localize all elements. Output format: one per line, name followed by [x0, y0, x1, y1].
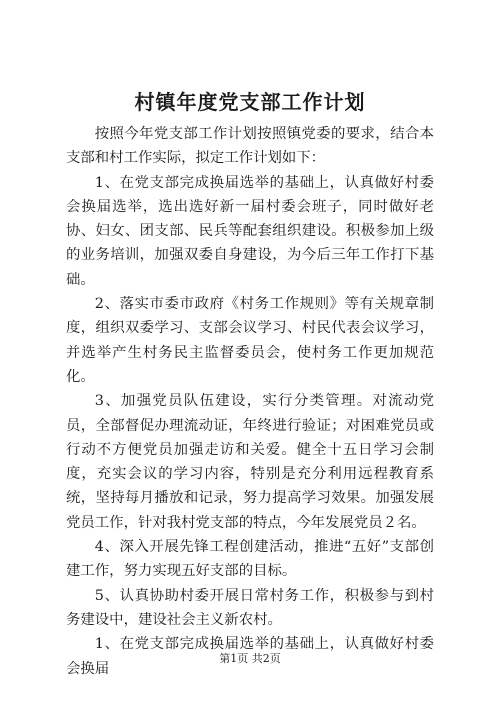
- document-title: 村镇年度党支部工作计划: [134, 90, 366, 114]
- paragraph-item-5: 5、认真协助村委开展日常村务工作，积极参与到村务建设中，建设社会主义新农村。: [66, 587, 434, 628]
- paragraph-item-4: 4、深入开展先锋工程创建活动，推进“五好”支部创建工作，努力实现五好支部的目标。: [66, 539, 434, 580]
- paragraph-item-2: 2、落实市委市政府《村务工作规则》等有关规章制度，组织双委学习、支部会议学习、村民代表会议学习，并选举产生村务民主监督委员会，使村务工作更加规范化。: [66, 296, 434, 385]
- document-body: [66, 122, 434, 681]
- paragraph-item-1-repeat: 1、在党支部完成换届选举的基础上，认真做好村委会换届: [66, 636, 434, 677]
- paragraph-item-3: 3、加强党员队伍建设，实行分类管理。对流动党员，全部督促办理流动证，年终进行验证；对困难党员或行动不方便党员加强走访和关爱。健全十五日学习会制度，充实会议的学习内容，特别是充分利用远程教育系统，坚持每月播放和记录，努力提高学习效果。加强发展党员工作，针对我村党支部的特点，今年发展党员２名。: [66, 393, 434, 531]
- page-number-footer: 第1页 共2页: [219, 652, 281, 665]
- paragraph-item-1: 1、在党支部完成换届选举的基础上，认真做好村委会换届选举，选出选好新一届村委会班子，同时做好老协、妇女、团支部、民兵等配套组织建设。积极参加上级的业务培训，加强双委自身建设，为今后三年工作打下基础。: [66, 174, 434, 288]
- paragraph-intro: 按照今年党支部工作计划按照镇党委的要求，结合本支部和村工作实际，拟定工作计划如下：: [66, 126, 434, 167]
